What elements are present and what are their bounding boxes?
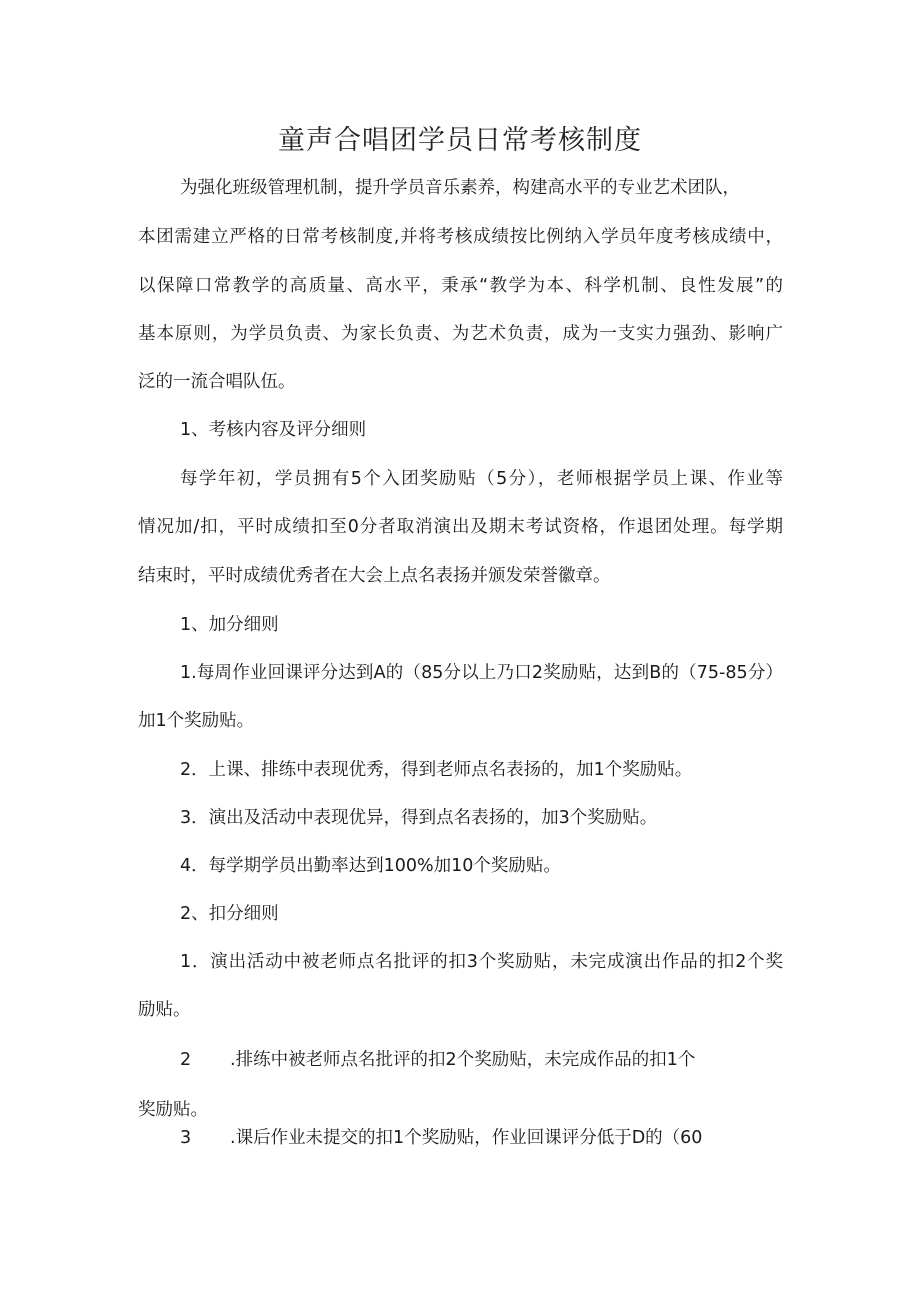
intro-line-2: 本团需建立严格的日常考核制度,并将考核成绩按比例纳入学员年度考核成绩中， [138, 227, 783, 247]
bonus-item-4: 4．每学期学员出勤率达到100%加10个奖励贴。 [180, 856, 561, 876]
bonus-heading: 1、加分细则 [180, 615, 279, 635]
section1-line-2: 情况加/扣，平时成绩扣至0分者取消演出及期末考试资格，作退团处理。每学期 [138, 517, 783, 537]
bonus-item-1-cont: 加1个奖励贴。 [138, 711, 255, 731]
deduct-item-2-number: 2 [180, 1050, 192, 1070]
bonus-item-3: 3．演出及活动中表现优异，得到点名表扬的，加3个奖励贴。 [180, 808, 658, 828]
section1-line-1: 每学年初，学员拥有5个入团奖励贴（5分），老师根据学员上课、作业等 [180, 469, 783, 489]
bonus-item-2: 2．上课、排练中表现优秀，得到老师点名表扬的，加1个奖励贴。 [180, 760, 693, 780]
deduct-item-3: .课后作业未提交的扣1个奖励贴，作业回课评分低于D的（60 [230, 1128, 703, 1148]
deduct-item-2-cont: 奖励贴。 [138, 1100, 208, 1120]
section1-heading: 1、考核内容及评分细则 [180, 420, 367, 440]
deduct-item-1-cont: 励贴。 [138, 1000, 191, 1020]
deduct-item-2: .排练中被老师点名批评的扣2个奖励贴，未完成作品的扣1个 [230, 1050, 696, 1070]
intro-line-1: 为强化班级管理机制，提升学员音乐素养，构建高水平的专业艺术团队， [180, 178, 740, 198]
page-title: 童声合唱团学员日常考核制度 [278, 125, 642, 156]
deduct-item-3-number: 3 [180, 1128, 192, 1148]
deduct-item-1: 1．演出活动中被老师点名批评的扣3个奖励贴，未完成演出作品的扣2个奖 [180, 952, 783, 972]
intro-line-3: 以保障口常教学的高质量、高水平，秉承“教学为本、科学机制、良性发展”的 [138, 276, 783, 296]
intro-line-5: 泛的一流合唱队伍。 [138, 372, 296, 392]
section1-line-3: 结束时，平时成绩优秀者在大会上点名表扬并颁发荣誉徽章。 [138, 566, 611, 586]
bonus-item-1: 1.每周作业回课评分达到A的（85分以上乃口2奖励贴，达到B的（75-85分） [180, 663, 783, 683]
intro-line-4: 基本原则，为学员负责、为家长负责、为艺术负责，成为一支实力强劲、影响广 [138, 324, 783, 344]
deduct-heading: 2、扣分细则 [180, 904, 279, 924]
